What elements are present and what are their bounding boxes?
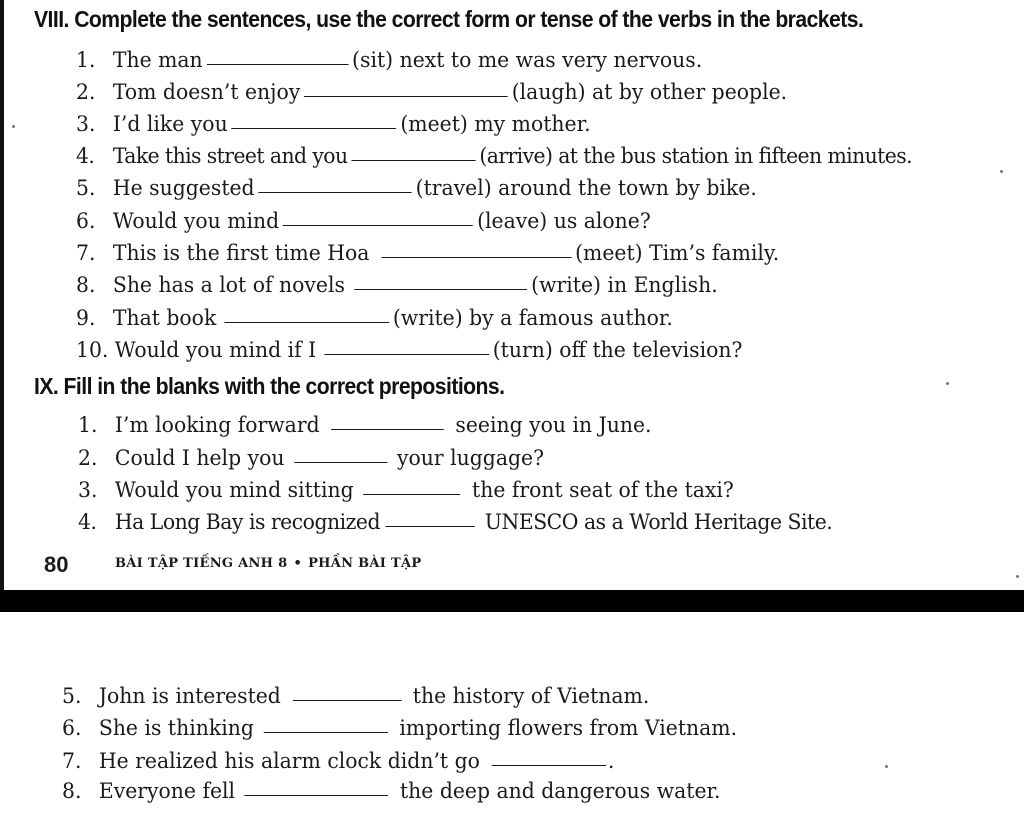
item-text-after: the history of Vietnam. xyxy=(412,684,650,708)
running-footer xyxy=(115,556,421,571)
item-text-before: Ha Long Bay is recognized xyxy=(114,510,381,534)
section-ix-heading: IX. Fill in the blanks with the correct prepositions. xyxy=(34,373,505,399)
answer-blank[interactable] xyxy=(381,256,571,258)
item-number: 7. xyxy=(62,749,82,773)
item-number: 6. xyxy=(62,716,82,740)
answer-blank[interactable] xyxy=(304,95,508,97)
exercise-viii-item-7 xyxy=(76,241,779,265)
scan-speck xyxy=(12,125,15,128)
item-text-before: He realized his alarm clock didn’t go xyxy=(98,749,480,773)
item-number: 7. xyxy=(76,241,96,265)
section-viii-heading: VIII. Complete the sentences, use the correct form or tense of the verbs in the brackets. xyxy=(34,6,864,32)
answer-blank[interactable] xyxy=(386,525,475,527)
item-text-after: the front seat of the taxi? xyxy=(472,478,734,502)
item-text-after: (travel) around the town by bike. xyxy=(415,176,757,200)
item-text-after: your luggage? xyxy=(397,446,544,470)
exercise-ix-item-7 xyxy=(62,749,614,773)
answer-blank[interactable] xyxy=(224,321,389,323)
item-text-after: (leave) us alone? xyxy=(477,209,651,233)
item-number: 5. xyxy=(76,176,96,200)
item-text-before: John is interested xyxy=(98,684,281,708)
answer-blank[interactable] xyxy=(283,224,473,226)
exercise-viii-item-6 xyxy=(76,209,651,233)
exercise-ix-item-4 xyxy=(78,510,832,534)
page-number: 80 xyxy=(44,552,69,577)
answer-blank[interactable] xyxy=(351,159,475,161)
item-text-before: She has a lot of novels xyxy=(112,273,345,297)
answer-blank[interactable] xyxy=(292,699,401,701)
item-number: 4. xyxy=(76,144,95,168)
item-text-before: He suggested xyxy=(112,176,255,200)
answer-blank[interactable] xyxy=(294,461,387,463)
exercise-viii-item-4 xyxy=(76,144,912,168)
answer-blank[interactable] xyxy=(363,493,460,495)
item-text-after: . xyxy=(607,749,615,773)
item-text-after: (turn) off the television? xyxy=(492,338,743,362)
answer-blank[interactable] xyxy=(264,731,388,733)
item-text-after: (meet) Tim’s family. xyxy=(575,241,780,265)
book-title: BÀI TẬP TIẾNG ANH 8 xyxy=(115,556,288,571)
exercise-viii-item-8 xyxy=(76,273,718,297)
exercise-ix-item-1 xyxy=(78,413,652,437)
item-number: 8. xyxy=(76,273,96,297)
exercise-viii-item-10 xyxy=(76,338,742,362)
answer-blank[interactable] xyxy=(258,191,411,193)
item-text-before: This is the first time Hoa xyxy=(112,241,370,265)
page-edge-shadow xyxy=(0,0,4,590)
answer-blank[interactable] xyxy=(492,764,606,766)
exercise-viii-item-3 xyxy=(76,112,591,136)
section-label: PHẦN BÀI TẬP xyxy=(308,556,422,571)
item-text-before: I’d like you xyxy=(112,112,228,136)
item-number: 8. xyxy=(62,779,82,803)
item-text-before: Would you mind xyxy=(112,209,280,233)
item-number: 3. xyxy=(78,478,98,502)
exercise-viii-item-9 xyxy=(76,306,673,330)
item-text-before: Tom doesn’t enjoy xyxy=(112,80,301,104)
item-text-after: (laugh) at by other people. xyxy=(511,80,788,104)
item-text-before: Take this street and you xyxy=(112,144,348,168)
answer-blank[interactable] xyxy=(355,288,528,290)
answer-blank[interactable] xyxy=(245,794,389,796)
item-text-after: (write) by a famous author. xyxy=(392,306,673,330)
item-text-before: Would you mind sitting xyxy=(114,478,354,502)
exercise-ix-item-5 xyxy=(62,684,649,708)
exercise-viii-item-2 xyxy=(76,80,787,104)
item-number: 10. xyxy=(76,338,109,362)
item-text-before: That book xyxy=(112,306,217,330)
item-number: 3. xyxy=(76,112,96,136)
item-text-after: UNESCO as a World Heritage Site. xyxy=(484,510,833,534)
item-text-after: (meet) my mother. xyxy=(400,112,591,136)
item-number: 1. xyxy=(78,413,98,437)
scan-speck xyxy=(1016,575,1019,578)
item-number: 1. xyxy=(76,48,96,72)
item-number: 4. xyxy=(78,510,97,534)
answer-blank[interactable] xyxy=(207,63,349,65)
item-number: 5. xyxy=(62,684,82,708)
exercise-ix-item-3 xyxy=(78,478,734,502)
scan-speck xyxy=(885,765,888,768)
item-number: 6. xyxy=(76,209,96,233)
item-text-before: Everyone fell xyxy=(98,779,236,803)
item-number: 2. xyxy=(76,80,96,104)
item-text-before: The man xyxy=(112,48,203,72)
item-text-after: seeing you in June. xyxy=(455,413,652,437)
answer-blank[interactable] xyxy=(324,353,489,355)
item-text-before: Would you mind if I xyxy=(114,338,317,362)
item-text-after: (arrive) at the bus station in fifteen minutes. xyxy=(479,144,913,168)
item-text-after: (sit) next to me was very nervous. xyxy=(352,48,703,72)
exercise-ix-item-2 xyxy=(78,446,544,470)
scan-speck xyxy=(946,382,949,385)
scan-speck xyxy=(1000,170,1003,173)
item-text-after: importing flowers from Vietnam. xyxy=(399,716,738,740)
item-text-after: (write) in English. xyxy=(531,273,718,297)
exercise-ix-item-6 xyxy=(62,716,737,740)
item-number: 9. xyxy=(76,306,96,330)
exercise-ix-item-8 xyxy=(62,779,721,803)
page-divider-band xyxy=(0,590,1024,612)
answer-blank[interactable] xyxy=(232,127,397,129)
exercise-viii-item-5 xyxy=(76,176,757,200)
item-number: 2. xyxy=(78,446,98,470)
exercise-viii-item-1 xyxy=(76,48,702,72)
item-text-before: She is thinking xyxy=(98,716,254,740)
bullet-separator: • xyxy=(293,556,303,571)
item-text-before: Could I help you xyxy=(114,446,285,470)
answer-blank[interactable] xyxy=(331,428,444,430)
item-text-before: I’m looking forward xyxy=(114,413,320,437)
item-text-after: the deep and dangerous water. xyxy=(399,779,721,803)
